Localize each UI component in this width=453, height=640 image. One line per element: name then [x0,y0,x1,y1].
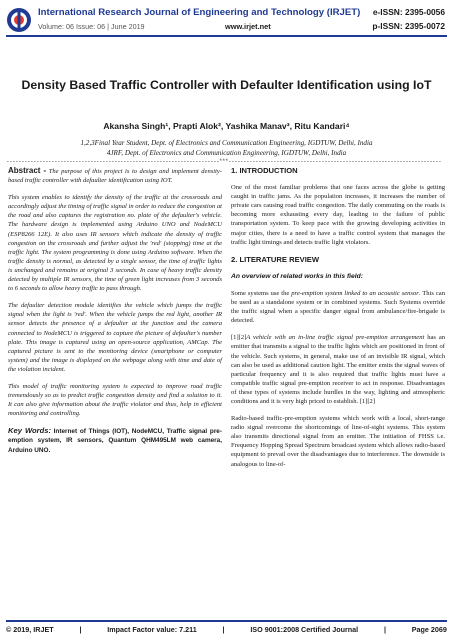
footer-divider: | [383,625,386,634]
abstract-label: Abstract - [8,166,47,175]
intro-para: One of the most familiar problems that one faces across the globe is getting caught in traffic jams. As the population increases, it increases the number of private cars causing road traffic congestion. The daily commuting on the roads is becoming more exhausting every day, leading to the failure of public transportation system. To keep pace with the growing developing activities in major cities, there is a need to have a traffic control system that manages the traffic light timings and detects traffic light violators. [231,184,445,246]
volume-line: Volume: 06 Issue: 06 | June 2019 [38,22,145,31]
affiliation-2: 4JRF, Dept. of Electronics and Communication Engineering, IGDTUW, Delhi, India [106,149,347,157]
abstract-para-2: This system enables to identify the density of the traffic at the crossroads and accordingly adjust the timing of traffic signal in order to reduce the congestion at the road and also captures the registration no. plate of the defaulter's vehicle. The hardware design is implemented using Arduino UNO and NodeMCU (ESP8266 12E). It also uses IR sensors which indicate the density of traffic congestion on the crossroads and further adjust the 'red' (stopping) time at the traffic light. The system programming is done using Arduino software. When the traffic density is normal, as detected by a single sensor, the time of traffic lights is unchanged and remains at original 3 seconds. In case of heavy traffic density detected by multiple IR sensors, the time of green light increases from 3 seconds to 6 seconds to allow heavy traffic to pass through. [8,194,222,293]
p-issn: p-ISSN: 2395-0072 [372,21,445,31]
abstract-para-4: This model of traffic monitoring system is expected to improve road traffic tremendously so as to predict traffic congestion density and find a solution to it. It can also give information about the traffic violator and thus, help in efficient monitoring and controlling. [8,382,222,418]
lit-para-2-a: [1][2] [231,334,247,342]
journal-title: International Research Journal of Engineering and Technology (IRJET) [38,7,361,18]
footer-copyright: © 2019, IRJET [6,625,54,634]
page-footer [6,625,447,634]
abstract-text-1: The purpose of this project is to design and implement density-based traffic controller with defaulter identification using IOT. [8,168,222,185]
irjet-logo-icon [6,7,32,33]
lit-para-1-b: . This can be used as a standalone system or in combined systems. Such Systems override the traffic signal when a specific danger signal from ambulance/fire-brigade is detected. [231,289,445,325]
journal-header [0,0,453,62]
footer-page: Page 2069 [411,625,447,634]
lit-heading: 2. LITERATURE REVIEW [231,254,320,264]
footer-divider: | [222,625,225,634]
abstract-column [8,166,222,463]
lit-para-3: Radio-based traffic-pre-emption systems which work with a local, short-range radio signal overcome the shortcomings of line-of-sight systems. This system also transmits directional signal from an emitter. The initiation of FHSS i.e. Frequency Hopping Spread Spectrum broadcast system which allows radio-based equipment to prevail over the disadvantages due to interference. The downside is analogous to line-of- [231,415,445,468]
affiliation-1: 1,2,3Final Year Student, Dept. of Electronics and Communication Engineering, IGDTUW, Delhi, India [80,139,373,147]
abstract-para-1 [8,166,222,185]
header-rule [6,35,447,37]
footer-divider: | [79,625,82,634]
footer-iso: ISO 9001:2008 Certified Journal [250,625,359,634]
lit-para-1-em: pre-emption system linked to an acoustic sensor [291,289,419,297]
abstract-para-3: The defaulter detection module identifies the vehicle which jumps the traffic signal when the light is 'red'. When the vehicle jumps the red light, another IR sensor detects the presence of a defaulter at the junction and the camera connected to NodeMCU is triggered to capture the picture of defaulter's number plate. This image is captured using an open-source application, AMCap. The captured picture is sent to the monitoring device (smartphone or computer system) and the image is displayed on the webpage along with time and date of the violation incident. [8,302,222,373]
paper-title: Density Based Traffic Controller with Defaulter Identification using IoT [21,78,432,92]
separator-line: -----------------------------------------------------------------------***----------------------------------------------------------------------- [6,158,442,165]
journal-website: www.irjet.net [225,22,271,31]
body-column [231,166,445,477]
keywords-text: Internet of Things (IOT), NodeMCU, Traffic signal pre-emption system, IR sensors, Quantum QHM495LM web camera, Arduino UNO. [8,428,222,454]
lit-para-2-b: has an emitter that transmits a signal to the traffic lights which are positioned in front of the vehicle. Such systems, in general, make use of an invisible IR signal, which can also be used as additional caution light. The emitter emits the signal waves of particular frequency and it is also required that traffic lights must have a compatible traffic signal pre-emption receiver to act in response. Disadvantages of these types of systems include hurdles in the way, lighting and atmospheric conditions and it is very high priced to establish. [1][2] [231,334,445,405]
footer-impact: Impact Factor value: 7.211 [107,625,197,634]
lit-para-2 [231,333,445,406]
keywords-label: Key Words: [8,426,52,436]
lit-para-1-a: Some systems use the [231,289,292,297]
keywords [8,426,222,454]
lit-para-1 [231,289,445,325]
intro-heading: 1. INTRODUCTION [231,166,298,175]
footer-rule [6,620,447,622]
author-list: Akansha Singh¹, Prapti Alok², Yashika Manav³, Ritu Kandari⁴ [103,121,350,131]
e-issn: e-ISSN: 2395-0056 [372,7,445,17]
lit-para-2-em: A vehicle with an in-line traffic signal pre-emption arrangement [246,334,425,342]
lit-subheading: An overview of related works in this field: [231,272,363,280]
